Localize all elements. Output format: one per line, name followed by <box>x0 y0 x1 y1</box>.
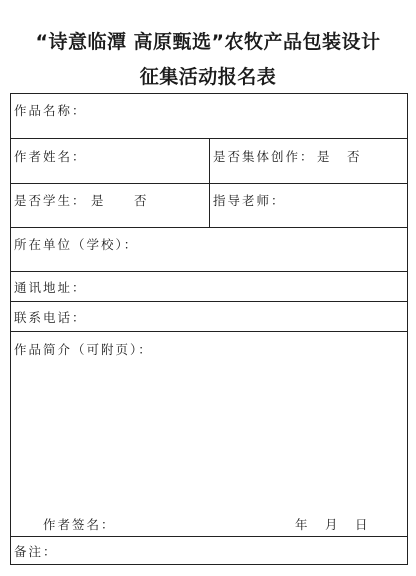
student-no-option[interactable]: 否 <box>134 193 147 208</box>
remarks-label: 备注： <box>14 544 58 559</box>
form-title-line-2: 征集活动报名表 <box>139 66 277 88</box>
row-unit[interactable] <box>11 228 407 272</box>
year-label: 年 <box>295 517 308 532</box>
collective-label: 是否集体创作： <box>213 149 315 164</box>
row-work-name <box>11 94 407 139</box>
collective-no-option[interactable]: 否 <box>347 149 360 164</box>
row-remarks[interactable] <box>11 537 407 564</box>
month-label: 月 <box>325 517 338 532</box>
author-name-cell[interactable] <box>11 139 209 183</box>
intro-label: 作品简介（可附页）： <box>14 342 153 357</box>
row-student-advisor <box>11 184 407 228</box>
signature-label: 作者签名： <box>43 517 116 532</box>
row-address[interactable] <box>11 272 407 302</box>
student-label: 是否学生： <box>14 193 87 208</box>
collective-yes-option[interactable]: 是 <box>317 149 330 164</box>
work-name-label: 作品名称： <box>14 103 87 118</box>
advisor-label: 指导老师： <box>213 193 286 208</box>
student-cell <box>11 184 209 227</box>
row-author-collective <box>11 139 407 184</box>
phone-label: 联系电话： <box>14 310 87 325</box>
student-yes-option[interactable]: 是 <box>91 193 104 208</box>
author-name-label: 作者姓名： <box>14 149 87 164</box>
day-label: 日 <box>355 517 368 532</box>
registration-form-table <box>10 93 408 565</box>
address-label: 通讯地址： <box>14 280 87 295</box>
advisor-cell[interactable] <box>209 184 407 227</box>
unit-label: 所在单位（学校）： <box>14 237 139 252</box>
row-intro[interactable] <box>11 332 407 537</box>
row-phone[interactable] <box>11 302 407 332</box>
form-title-line-1: “诗意临潭 高原甄选”农牧产品包装设计 <box>35 31 381 53</box>
collective-cell <box>209 139 407 183</box>
